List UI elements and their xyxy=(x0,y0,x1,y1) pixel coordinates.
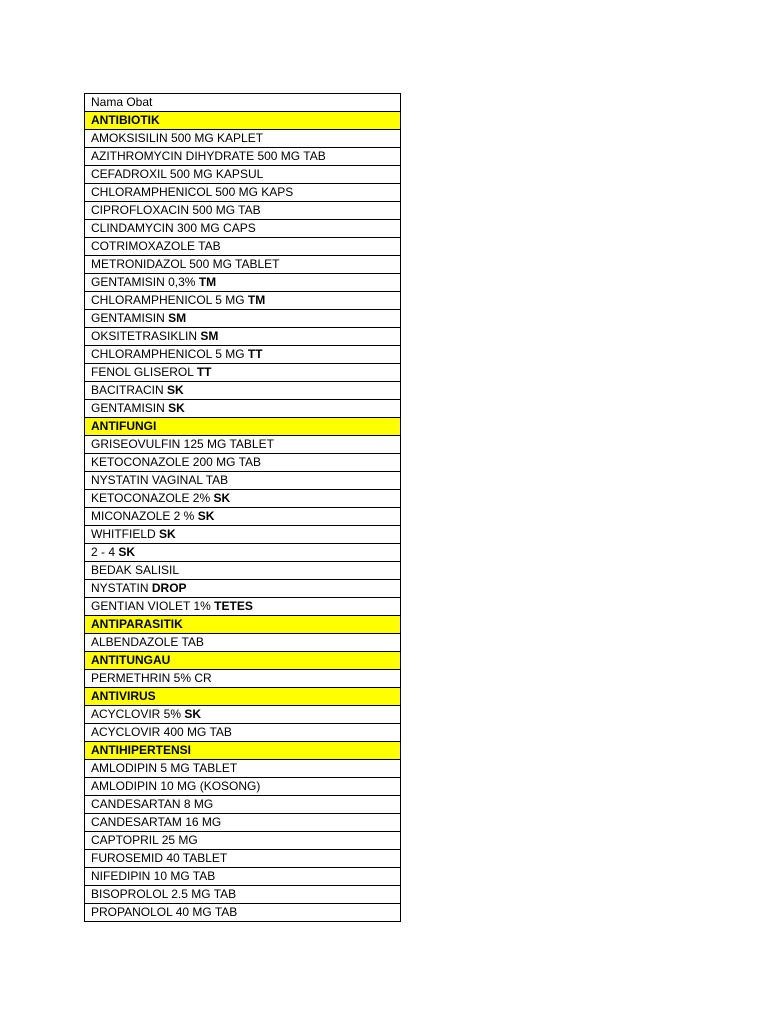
drug-name: CHLORAMPHENICOL 5 MG xyxy=(91,293,248,307)
dosage-form-label: TETES xyxy=(214,599,253,613)
drug-row xyxy=(85,130,401,148)
drug-name: CHLORAMPHENICOL 500 MG KAPS xyxy=(91,185,294,199)
drug-row xyxy=(85,256,401,274)
drug-name: GENTAMISIN 0,3% xyxy=(91,275,199,289)
drug-cell xyxy=(85,400,401,418)
drug-cell xyxy=(85,850,401,868)
dosage-form-label: SK xyxy=(159,527,176,541)
dosage-form-label: SK xyxy=(197,509,215,523)
drug-row xyxy=(85,904,401,922)
drug-name: ACYCLOVIR 5% xyxy=(91,707,185,721)
drug-name: MICONAZOLE 2 % xyxy=(91,509,198,523)
drug-name: KETOCONAZOLE 200 MG TAB xyxy=(91,455,262,469)
drug-cell xyxy=(85,346,401,364)
drug-list-body xyxy=(85,94,401,922)
drug-row xyxy=(85,454,401,472)
drug-row xyxy=(85,634,401,652)
drug-cell xyxy=(85,454,401,472)
drug-cell xyxy=(85,544,401,562)
drug-cell xyxy=(85,364,401,382)
drug-cell xyxy=(85,562,401,580)
drug-cell xyxy=(85,508,401,526)
drug-name: AMLODIPIN 5 MG TABLET xyxy=(91,761,238,775)
category-row xyxy=(85,418,401,436)
drug-name: FENOL GLISEROL xyxy=(91,365,197,379)
drug-cell xyxy=(85,832,401,850)
drug-row xyxy=(85,166,401,184)
drug-cell xyxy=(85,760,401,778)
drug-name: CHLORAMPHENICOL 5 MG xyxy=(91,347,248,361)
drug-row xyxy=(85,292,401,310)
drug-name: BISOPROLOL 2.5 MG TAB xyxy=(91,887,237,901)
table-header-row xyxy=(85,94,401,112)
drug-cell xyxy=(85,580,401,598)
dosage-form-label: TM xyxy=(247,293,266,307)
drug-name: CLINDAMYCIN 300 MG CAPS xyxy=(91,221,256,235)
category-cell: ANTIHIPERTENSI xyxy=(85,742,401,760)
drug-cell xyxy=(85,274,401,292)
category-row xyxy=(85,688,401,706)
drug-cell xyxy=(85,670,401,688)
drug-name: 2 - 4 xyxy=(91,545,119,559)
drug-row xyxy=(85,472,401,490)
drug-cell xyxy=(85,238,401,256)
drug-list-table xyxy=(84,93,401,922)
drug-cell xyxy=(85,202,401,220)
drug-name: CANDESARTAN 8 MG xyxy=(91,797,214,811)
drug-row xyxy=(85,850,401,868)
dosage-form-label: TT xyxy=(247,347,263,361)
drug-name: CANDESARTAM 16 MG xyxy=(91,815,222,829)
drug-name: WHITFIELD xyxy=(91,527,159,541)
drug-row xyxy=(85,328,401,346)
drug-name: AMLODIPIN 10 MG (KOSONG) xyxy=(91,779,261,793)
drug-cell xyxy=(85,706,401,724)
drug-name: OKSITETRASIKLIN xyxy=(91,329,201,343)
drug-cell xyxy=(85,814,401,832)
drug-cell xyxy=(85,634,401,652)
drug-cell xyxy=(85,904,401,922)
drug-cell xyxy=(85,796,401,814)
drug-cell xyxy=(85,220,401,238)
category-cell: ANTIVIRUS xyxy=(85,688,401,706)
dosage-form-label: TT xyxy=(196,365,212,379)
drug-row xyxy=(85,310,401,328)
drug-cell xyxy=(85,490,401,508)
drug-name: GENTIAN VIOLET 1% xyxy=(91,599,215,613)
dosage-form-label: SK xyxy=(167,383,184,397)
drug-name: COTRIMOXAZOLE TAB xyxy=(91,239,221,253)
drug-cell xyxy=(85,472,401,490)
dosage-form-label: SK xyxy=(213,491,231,505)
drug-cell xyxy=(85,292,401,310)
dosage-form-label: TM xyxy=(198,275,217,289)
drug-cell xyxy=(85,778,401,796)
drug-row xyxy=(85,346,401,364)
category-row xyxy=(85,742,401,760)
drug-cell xyxy=(85,436,401,454)
drug-row xyxy=(85,580,401,598)
drug-row xyxy=(85,508,401,526)
category-row xyxy=(85,652,401,670)
drug-name: CIPROFLOXACIN 500 MG TAB xyxy=(91,203,261,217)
dosage-form-label: SM xyxy=(200,329,219,343)
drug-row xyxy=(85,274,401,292)
drug-row xyxy=(85,148,401,166)
drug-row xyxy=(85,814,401,832)
drug-cell xyxy=(85,130,401,148)
drug-name: FUROSEMID 40 TABLET xyxy=(91,851,228,865)
drug-name: CAPTOPRIL 25 MG xyxy=(91,833,198,847)
drug-name: BEDAK SALISIL xyxy=(91,563,180,577)
drug-row xyxy=(85,382,401,400)
drug-name: METRONIDAZOL 500 MG TABLET xyxy=(91,257,280,271)
drug-cell xyxy=(85,724,401,742)
drug-cell xyxy=(85,868,401,886)
category-cell: ANTIFUNGI xyxy=(85,418,401,436)
drug-name: ALBENDAZOLE TAB xyxy=(91,635,204,649)
drug-row xyxy=(85,868,401,886)
drug-name: ACYCLOVIR 400 MG TAB xyxy=(91,725,232,739)
drug-cell xyxy=(85,526,401,544)
drug-row xyxy=(85,760,401,778)
dosage-form-label: SK xyxy=(168,401,185,415)
dosage-form-label: SK xyxy=(184,707,202,721)
table-header-cell: Nama Obat xyxy=(85,94,401,112)
drug-row xyxy=(85,886,401,904)
drug-name: GENTAMISIN xyxy=(91,311,169,325)
drug-row xyxy=(85,436,401,454)
drug-row xyxy=(85,202,401,220)
drug-name: NYSTATIN VAGINAL TAB xyxy=(91,473,229,487)
category-cell: ANTIBIOTIK xyxy=(85,112,401,130)
category-cell: ANTIPARASITIK xyxy=(85,616,401,634)
drug-cell xyxy=(85,598,401,616)
drug-row xyxy=(85,364,401,382)
drug-row xyxy=(85,562,401,580)
drug-row xyxy=(85,220,401,238)
drug-name: AZITHROMYCIN DIHYDRATE 500 MG TAB xyxy=(91,149,326,163)
drug-row xyxy=(85,706,401,724)
drug-row xyxy=(85,526,401,544)
dosage-form-label: SK xyxy=(118,545,136,559)
drug-name: GENTAMISIN xyxy=(91,401,169,415)
drug-row xyxy=(85,490,401,508)
dosage-form-label: DROP xyxy=(151,581,187,595)
drug-row xyxy=(85,544,401,562)
drug-cell xyxy=(85,148,401,166)
category-row xyxy=(85,616,401,634)
drug-name: BACITRACIN xyxy=(91,383,168,397)
drug-row xyxy=(85,832,401,850)
drug-name: NIFEDIPIN 10 MG TAB xyxy=(91,869,216,883)
drug-row xyxy=(85,724,401,742)
drug-name: GRISEOVULFIN 125 MG TABLET xyxy=(91,437,274,451)
drug-cell xyxy=(85,256,401,274)
drug-cell xyxy=(85,166,401,184)
drug-row xyxy=(85,598,401,616)
drug-row xyxy=(85,670,401,688)
drug-cell xyxy=(85,886,401,904)
drug-cell xyxy=(85,328,401,346)
drug-name: NYSTATIN xyxy=(91,581,152,595)
drug-name: KETOCONAZOLE 2% xyxy=(91,491,214,505)
dosage-form-label: SM xyxy=(168,311,187,325)
drug-row xyxy=(85,238,401,256)
drug-row xyxy=(85,796,401,814)
drug-name: PROPANOLOL 40 MG TAB xyxy=(91,905,238,919)
drug-name: CEFADROXIL 500 MG KAPSUL xyxy=(91,167,264,181)
category-cell: ANTITUNGAU xyxy=(85,652,401,670)
drug-name: AMOKSISILIN 500 MG KAPLET xyxy=(91,131,264,145)
drug-cell xyxy=(85,184,401,202)
category-row xyxy=(85,112,401,130)
drug-cell xyxy=(85,310,401,328)
drug-cell xyxy=(85,382,401,400)
drug-row xyxy=(85,184,401,202)
drug-row xyxy=(85,400,401,418)
drug-name: PERMETHRIN 5% CR xyxy=(91,671,212,685)
drug-row xyxy=(85,778,401,796)
